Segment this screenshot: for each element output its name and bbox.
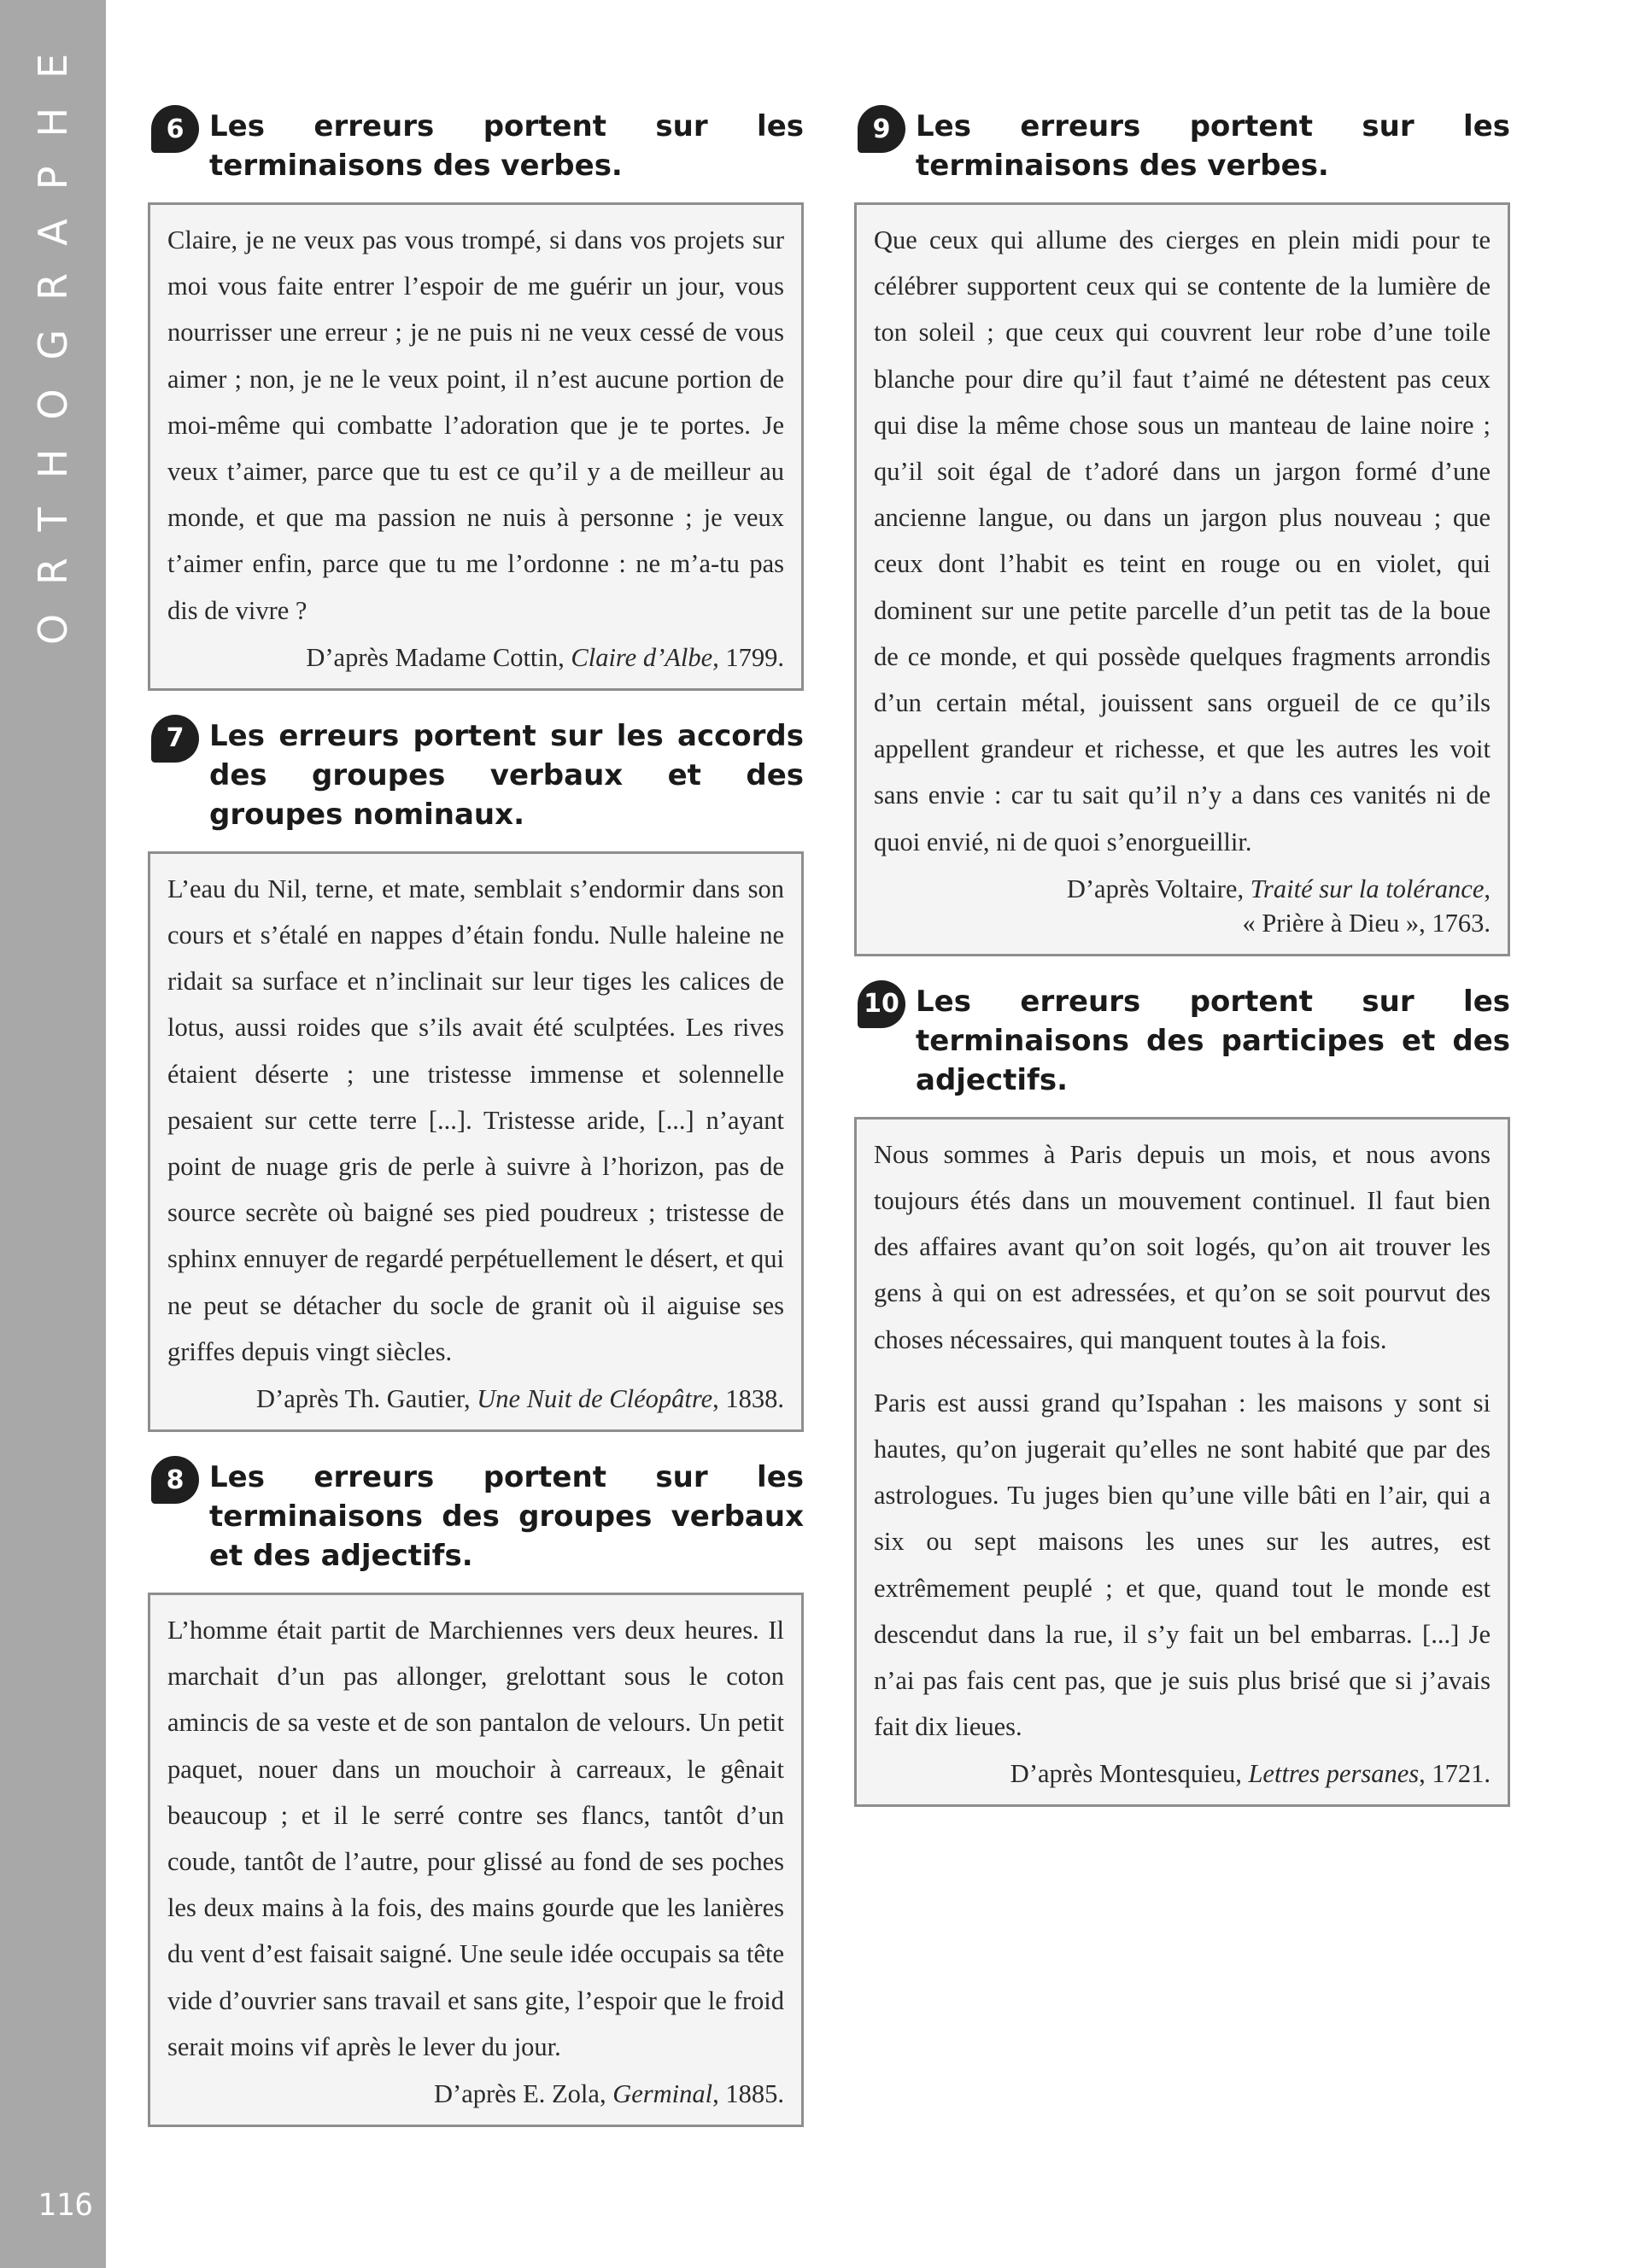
exercise-text-box xyxy=(854,202,1510,956)
exercise-title: Les erreurs portent sur les accords des groupes verbaux et des groupes nominaux. xyxy=(209,718,804,832)
exercise-text-box xyxy=(148,851,804,1432)
left-column xyxy=(148,107,804,2153)
section-label xyxy=(0,24,106,646)
exercise-9 xyxy=(854,107,1510,956)
source-citation xyxy=(167,640,784,675)
exercise-text-box xyxy=(148,1593,804,2127)
exercise-title: Les erreurs portent sur les terminaisons des participes et des adjectifs. xyxy=(916,984,1510,1097)
exercise-title: Les erreurs portent sur les terminaisons des verbes. xyxy=(916,109,1510,183)
source-work: Traité sur la tolérance xyxy=(1250,874,1485,903)
source-citation xyxy=(167,1382,784,1416)
exercise-6 xyxy=(148,107,804,691)
exercise-title: Les erreurs portent sur les terminaisons des verbes. xyxy=(209,109,804,183)
exercise-number-badge: 6 xyxy=(151,105,199,153)
exercise-paragraph: L’eau du Nil, terne, et mate, semblait s’endormir dans son cours et s’étalé en nappes d’étain fondu. Nulle haleine ne ridait sa surface et n’inclinait sur leur tiges les calices de lotus, aussi roides que s’ils avait été sculptées. Les rives étaient déserte ; une tristesse immense et solennelle pesaient sur cette terre [...]. Tristesse aride, [...] n’ayant point de nuage gris de perle à suivre à l’horizon, pas de source secrète où baigné ses pied poudreux ; tristesse de sphinx ennuyer de regardé perpétuellement le désert, et qui ne peut se détacher du socle de granit où il aiguise ses griffes depuis vingt siècles. xyxy=(167,874,784,1366)
exercise-paragraph: Claire, je ne veux pas vous trompé, si dans vos projets sur moi vous faite entrer l’espoir de me guérir un jour, vous nourrisser une erreur ; je ne puis ni ne veux cessé de vous aimer ; non, je ne le veux point, il n’est aucune portion de moi-même qui combatte l’adoration que je te portes. Je veux t’aimer, parce que tu est ce qu’il y a de meilleur au monde, et que ma passion ne nuis à personne ; je veux t’aimer enfin, parce que tu me l’ordonne : ne m’a-tu pas dis de vivre ? xyxy=(167,225,784,625)
source-citation xyxy=(874,872,1491,940)
exercise-header xyxy=(854,107,1510,185)
section-label-text: ORTHOGRAPHE xyxy=(30,24,77,646)
source-date: , 1838. xyxy=(712,1384,784,1414)
source-date: , 1885. xyxy=(712,2079,784,2109)
exercise-text-box xyxy=(854,1117,1510,1808)
exercise-paragraph: Nous sommes à Paris depuis un mois, et nous avons toujours étés dans un mouvement continuel. Il faut bien des affaires avant qu’on soit logés, qu’on ait trouver les gens à qui on est adressées, et qu’on se soit pourvut des choses nécessaires, qui manquent toutes à la fois. xyxy=(874,1139,1491,1354)
page-number: 116 xyxy=(38,2188,94,2223)
exercise-7 xyxy=(148,716,804,1432)
exercise-text-box xyxy=(148,202,804,691)
source-author: D’après Th. Gautier, xyxy=(256,1384,477,1414)
exercise-header xyxy=(148,716,804,834)
source-date: , xyxy=(1484,874,1491,903)
sidebar xyxy=(0,0,106,2268)
source-date: 1799. xyxy=(718,642,784,672)
exercise-header xyxy=(148,1458,804,1575)
source-citation xyxy=(874,1757,1491,1791)
source-work: Claire d’Albe, xyxy=(571,642,719,672)
source-work: Lettres persanes xyxy=(1248,1759,1420,1789)
exercise-number-badge: 8 xyxy=(151,1456,199,1504)
source-work: Une Nuit de Cléopâtre xyxy=(477,1384,713,1414)
source-work: Germinal xyxy=(612,2079,713,2109)
source-citation xyxy=(167,2077,784,2111)
exercise-number-badge: 7 xyxy=(151,715,199,763)
exercise-number-badge: 10 xyxy=(858,980,905,1028)
source-date: , 1721. xyxy=(1419,1759,1491,1789)
exercise-header xyxy=(854,982,1510,1100)
source-author: D’après Voltaire, xyxy=(1066,874,1250,903)
exercise-number-badge: 9 xyxy=(858,105,905,153)
source-author: D’après Madame Cottin, xyxy=(306,642,571,672)
exercise-title: Les erreurs portent sur les terminaisons des groupes verbaux et des adjectifs. xyxy=(209,1460,804,1574)
exercise-8 xyxy=(148,1458,804,2127)
source-author: D’après E. Zola, xyxy=(434,2079,613,2109)
source-line2: « Prière à Dieu », 1763. xyxy=(1242,908,1491,938)
exercise-paragraph: Que ceux qui allume des cierges en plein midi pour te célébrer supportent ceux qui se contente de la lumière de ton soleil ; que ceux qui couvrent leur robe d’une toile blanche pour dire qu’il faut t’aimé ne détestent pas ceux qui dise la même chose sous un manteau de laine noire ; qu’il soit égal de t’adoré dans un jargon formé d’une ancienne langue, ou dans un jargon plus nouveau ; que ceux dont l’habit es teint en rouge ou en violet, qui dominent sur une petite parcelle d’un petit tas de la boue de ce monde, et qui possède quelques fragments arrondis d’un certain métal, jouissent sans orgueil de ce qu’ils appellent grandeur et richesse, et que les autres les voit sans envie : car tu sait qu’il n’y a dans ces vanités ni de quoi envié, ni de quoi s’enorgueillir. xyxy=(874,225,1491,856)
source-author: D’après Montesquieu, xyxy=(1010,1759,1249,1789)
exercise-paragraph: L’homme était partit de Marchiennes vers deux heures. Il marchait d’un pas allonger, grelottant sous le coton amincis de sa veste et de son pantalon de velours. Un petit paquet, nouer dans un mouchoir à carreaux, le gênait beaucoup ; et il le serré contre ses flancs, tantôt d’un coude, tantôt de l’autre, pour glissé au fond de ses poches les deux mains à la fois, des mains gourde que les lanières du vent d’est faisait saigné. Une seule idée occupais sa tête vide d’ouvrier sans travail et sans gite, l’espoir que le froid serait moins vif après le lever du jour. xyxy=(167,1616,784,2061)
right-column xyxy=(854,107,1510,1833)
exercise-paragraph: Paris est aussi grand qu’Ispahan : les maisons y sont si hautes, qu’on jugerait qu’elles ne sont habité que par des astrologues. Tu juges bien qu’une ville bâti en l’air, qui a six ou sept maisons les unes sur les autres, est extrêmement peuplé ; et que, quand tout le monde est descendut dans la rue, il s’y fait un bel embarras. [...] Je n’ai pas fais cent pas, que je suis plus brisé que si j’avais fait dix lieues. xyxy=(874,1388,1491,1742)
exercise-10 xyxy=(854,982,1510,1808)
exercise-header xyxy=(148,107,804,185)
